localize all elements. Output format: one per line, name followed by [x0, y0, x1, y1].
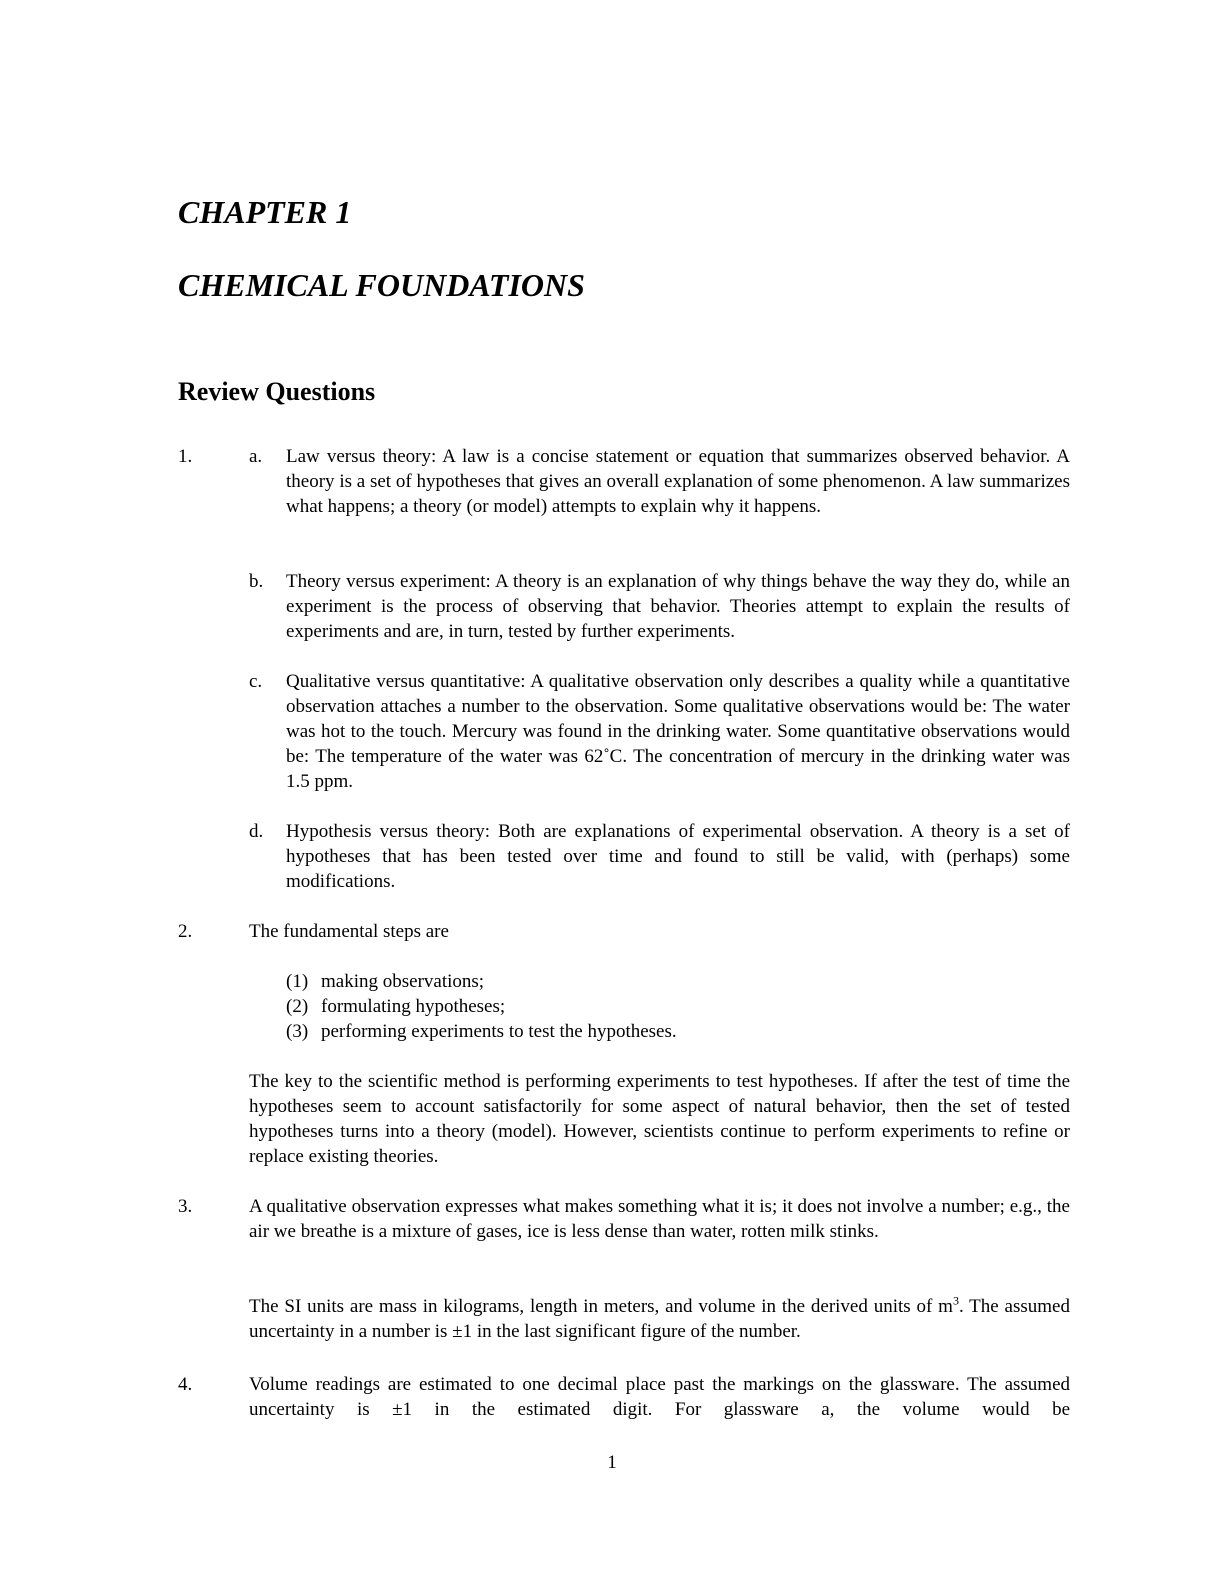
chapter-title: CHEMICAL FOUNDATIONS — [178, 267, 585, 303]
si-units-text: The SI units are mass in kilograms, length in meters, and volume in the derived units of m — [249, 1296, 953, 1317]
answer-2-paragraph: The key to the scientific method is performing experiments to test hypotheses. If after the test of time the hypotheses seem to account satisfactorily for some aspect of natural behavior, then the set of tested hypotheses turns into a theory (model). However, scientists continue to perform experiments to refine or replace existing theories. — [249, 1071, 1070, 1167]
step-label: (2) — [286, 996, 309, 1017]
answer-4-paragraph: Volume readings are estimated to one decimal place past the markings on the glassware. The assumed uncertainty is ±1 in the estimated digit. For glassware a, the volume would be — [249, 1374, 1070, 1420]
subquestion-letter: a. — [249, 446, 263, 467]
answer-1b-text: Theory versus experiment: A theory is an explanation of why things behave the way they do, while an experiment is the process of observing that behavior. Theories attempt to explain the results of experiments and are, in turn, tested by further experiments. — [286, 571, 1070, 642]
question-number: 4. — [178, 1374, 193, 1395]
answer-1c-text: Qualitative versus quantitative: A qualitative observation only describes a quality while a quantitative observation attaches a number to the observation. Some qualitative observations would be: The water was hot to the touch. Mercury was found in the drinking water. Some quantitative observations would be: The temperature of the water was 62˚C. The concentration of mercury in the drinking water was 1.5 ppm. — [286, 671, 1070, 792]
step-label: (3) — [286, 1021, 309, 1042]
question-number: 1. — [178, 446, 193, 467]
chapter-label: CHAPTER 1 — [178, 194, 352, 230]
section-heading: Review Questions — [178, 377, 376, 406]
subquestion-letter: b. — [249, 571, 264, 592]
step-text: formulating hypotheses; — [321, 996, 506, 1017]
page-number: 1 — [607, 1452, 617, 1473]
uncertainty-text: . The assumed uncertainty in a number is ±1 in the last significant figure of the number. — [249, 1296, 1070, 1342]
subquestion-letter: c. — [249, 671, 263, 692]
answer-1d-text: Hypothesis versus theory: Both are explanations of experimental observation. A theory is a set of hypotheses that has been tested over time and found to still be valid, with (perhaps) some modifications. — [286, 821, 1070, 892]
answer-3-paragraph-2 — [249, 1294, 1070, 1344]
superscript-exponent: 3 — [952, 1293, 959, 1308]
step-text: making observations; — [321, 971, 485, 992]
question-number: 3. — [178, 1196, 193, 1217]
step-text: performing experiments to test the hypotheses. — [321, 1021, 677, 1042]
answer-2-intro: The fundamental steps are — [249, 921, 449, 942]
subquestion-letter: d. — [249, 821, 264, 842]
step-label: (1) — [286, 971, 309, 992]
answer-3-paragraph-1: A qualitative observation expresses what makes something what it is; it does not involve a number; e.g., the air we breathe is a mixture of gases, ice is less dense than water, rotten milk stinks. — [249, 1196, 1070, 1242]
answer-1a-text: Law versus theory: A law is a concise statement or equation that summarizes observed behavior. A theory is a set of hypotheses that gives an overall explanation of some phenomenon. A law summarizes what happens; a theory (or model) attempts to explain why it happens. — [286, 446, 1070, 517]
question-number: 2. — [178, 921, 193, 942]
